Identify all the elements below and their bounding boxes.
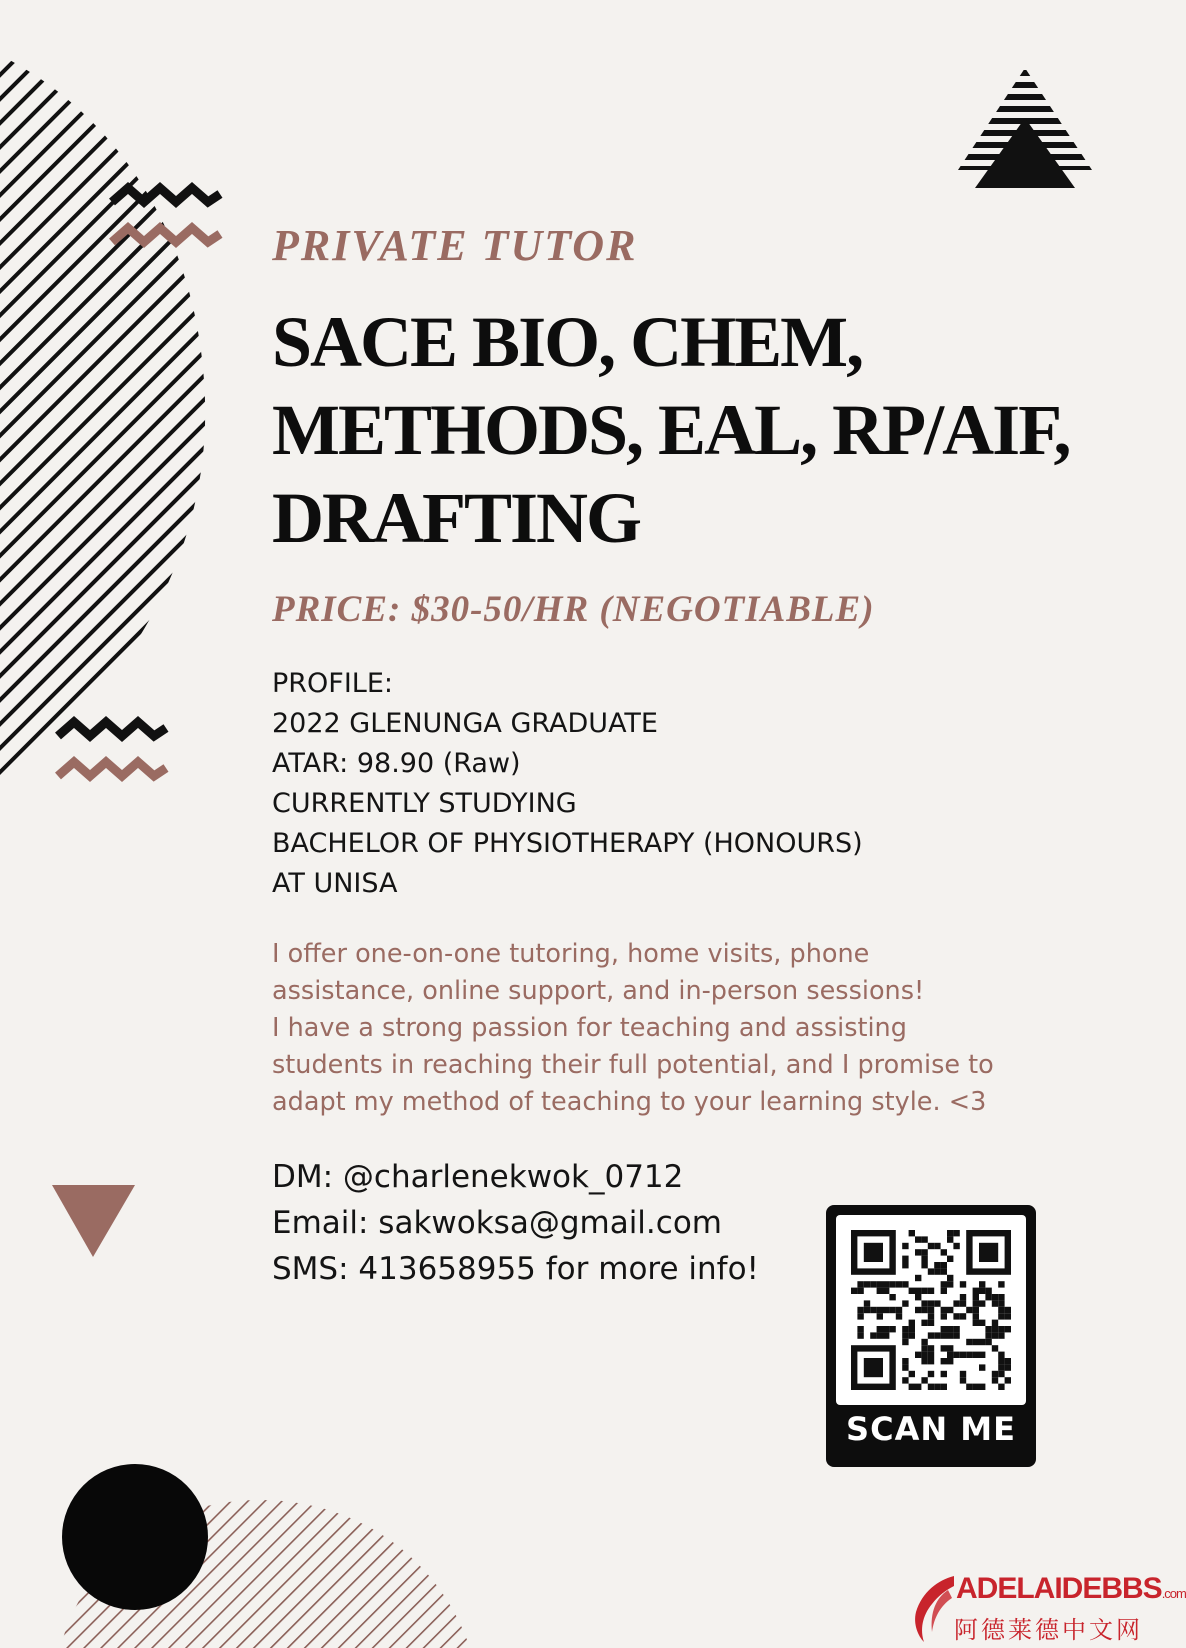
qr-module [896,1313,902,1319]
qr-module [889,1281,895,1287]
qr-module [889,1326,895,1332]
qr-module [870,1332,876,1338]
qr-module [934,1332,940,1338]
qr-module [915,1294,921,1300]
qr-module [973,1288,979,1294]
qr-module [947,1230,953,1236]
qr-module [877,1307,883,1313]
qr-module [947,1345,953,1351]
qr-module [985,1294,991,1300]
qr-module [902,1300,908,1306]
contact-block [272,1154,759,1292]
page-title [272,298,1132,562]
qr-module [857,1281,863,1287]
qr-module [928,1320,934,1326]
qr-module [966,1384,972,1390]
qr-module [998,1358,1004,1364]
qr-module [909,1371,915,1377]
qr-module [947,1332,953,1338]
profile-line: AT UNISA [272,868,398,899]
qr-module [992,1320,998,1326]
qr-module [864,1300,870,1306]
qr-module [883,1307,889,1313]
qr-module [909,1230,915,1236]
qr-module [960,1313,966,1319]
qr-module [960,1300,966,1306]
qr-module [985,1326,991,1332]
qr-module [851,1288,857,1294]
qr-module [992,1332,998,1338]
qr-module [928,1332,934,1338]
qr-module [998,1364,1004,1370]
logo-brand: ADELAIDE [956,1572,1102,1605]
qr-module [947,1256,953,1262]
qr-module [909,1320,915,1326]
page-title-line: DRAFTING [272,478,641,558]
qr-module [960,1377,966,1383]
qr-module [973,1339,979,1345]
qr-module [915,1352,921,1358]
qr-module [985,1339,991,1345]
qr-module [953,1332,959,1338]
price-heading: PRICE: $30-50/HR (NEGOTIABLE) [272,589,875,630]
qr-module [998,1384,1004,1390]
qr-module [953,1352,959,1358]
qr-module [1005,1358,1011,1364]
qr-module [883,1326,889,1332]
qr-module [973,1313,979,1319]
qr-module [973,1294,979,1300]
qr-module [902,1326,908,1332]
qr-module [928,1243,934,1249]
qr-module [979,1300,985,1306]
qr-module [941,1326,947,1332]
qr-module [902,1256,908,1262]
subtitle: PRIVATE TUTOR [272,221,638,270]
qr-module [992,1300,998,1306]
qr-code-icon [836,1215,1026,1405]
qr-module [889,1294,895,1300]
logo-swoosh-icon [908,1572,958,1644]
qr-module [947,1281,953,1287]
contact-sms[interactable]: SMS: 413658955 for more info! [272,1251,759,1287]
qr-finder-pattern [851,1230,896,1275]
qr-module [992,1371,998,1377]
profile-block [272,664,863,904]
qr-module [960,1371,966,1377]
qr-module [915,1275,921,1281]
logo-domain: .com [1161,1586,1186,1601]
qr-module [928,1288,934,1294]
qr-module [992,1377,998,1383]
qr-module [941,1307,947,1313]
qr-module [921,1249,927,1255]
qr-module [979,1320,985,1326]
qr-module [1005,1307,1011,1313]
qr-module [921,1236,927,1242]
qr-module [928,1358,934,1364]
qr-module [915,1236,921,1242]
qr-module [941,1332,947,1338]
qr-module [941,1249,947,1255]
qr-module [947,1307,953,1313]
qr-module [883,1281,889,1287]
qr-module [1005,1377,1011,1383]
black-circle-shape [62,1464,208,1610]
qr-module [947,1352,953,1358]
qr-module [921,1320,927,1326]
qr-module [979,1281,985,1287]
qr-module [985,1288,991,1294]
qr-module [902,1243,908,1249]
qr-module [877,1313,883,1319]
qr-module [941,1384,947,1390]
profile-line: 2022 GLENUNGA GRADUATE [272,708,658,739]
qr-module [902,1339,908,1345]
qr-module [921,1358,927,1364]
qr-module [1005,1364,1011,1370]
qr-module [921,1300,927,1306]
qr-module [928,1384,934,1390]
offer-line: students in reaching their full potential, and I promise to [272,1050,994,1080]
qr-module [973,1307,979,1313]
left-diagonal-stripes [0,40,230,800]
qr-module [998,1307,1004,1313]
qr-module [902,1262,908,1268]
offer-line: I offer one-on-one tutoring, home visits, phone [272,939,870,969]
qr-module [857,1307,863,1313]
qr-module [928,1313,934,1319]
qr-module [998,1313,1004,1319]
qr-module [953,1230,959,1236]
contact-email[interactable]: Email: sakwoksa@gmail.com [272,1205,722,1241]
qr-module [857,1332,863,1338]
offer-line: I have a strong passion for teaching and assisting [272,1013,907,1043]
qr-module [953,1313,959,1319]
offer-line: assistance, online support, and in-person sessions! [272,976,925,1006]
qr-module [998,1371,1004,1377]
page-title-line: METHODS, EAL, RP/AIF, [272,390,1070,470]
qr-module [992,1326,998,1332]
qr-module [947,1275,953,1281]
qr-module [909,1288,915,1294]
profile-line: CURRENTLY STUDYING [272,788,577,819]
qr-module [960,1294,966,1300]
qr-module [864,1307,870,1313]
qr-code-card[interactable] [826,1205,1036,1467]
qr-module [953,1326,959,1332]
qr-scan-label: SCAN ME [846,1410,1016,1448]
qr-module [883,1332,889,1338]
qr-module [928,1307,934,1313]
qr-module [896,1307,902,1313]
qr-module [902,1281,908,1287]
qr-module [915,1384,921,1390]
qr-module [921,1352,927,1358]
logo-chinese-text: 阿德莱德中文网 [954,1616,1143,1644]
qr-module [877,1281,883,1287]
qr-module [947,1326,953,1332]
offer-line: adapt my method of teaching to your learning style. <3 [272,1087,987,1117]
qr-module [857,1326,863,1332]
qr-module [998,1294,1004,1300]
qr-module [889,1307,895,1313]
logo-brand-suffix: BBS [1101,1572,1162,1605]
qr-module [902,1358,908,1364]
qr-module [877,1288,883,1294]
profile-line: BACHELOR OF PHYSIOTHERAPY (HONOURS) [272,828,863,859]
qr-module [973,1384,979,1390]
qr-module [966,1339,972,1345]
qr-module [921,1377,927,1383]
qr-module [883,1288,889,1294]
qr-module [870,1307,876,1313]
qr-module [941,1371,947,1377]
qr-module [941,1281,947,1287]
qr-module [909,1326,915,1332]
qr-module [947,1358,953,1364]
adelaidebbs-watermark-logo [908,1572,1186,1644]
qr-module [966,1352,972,1358]
qr-module [973,1352,979,1358]
middle-zigzag-pair [58,722,166,776]
qr-module [973,1300,979,1306]
qr-module [902,1332,908,1338]
qr-module [928,1300,934,1306]
qr-module [921,1339,927,1345]
logo-english-text [956,1572,1186,1606]
qr-module [934,1384,940,1390]
qr-module [953,1300,959,1306]
qr-module [941,1262,947,1268]
qr-module [934,1262,940,1268]
qr-module [934,1243,940,1249]
qr-module [928,1352,934,1358]
profile-line: PROFILE: [272,668,393,699]
qr-module [941,1268,947,1274]
qr-module [921,1288,927,1294]
qr-module [857,1288,863,1294]
qr-module [870,1281,876,1287]
brown-down-triangle-icon [52,1185,135,1257]
qr-module [979,1352,985,1358]
qr-module [915,1288,921,1294]
qr-module [921,1345,927,1351]
qr-module [979,1288,985,1294]
qr-module [998,1332,1004,1338]
qr-module [928,1345,934,1351]
qr-module [857,1313,863,1319]
qr-module [928,1268,934,1274]
contact-dm[interactable]: DM: @charlenekwok_0712 [272,1159,684,1195]
striped-triangle-icon [950,70,1100,188]
qr-module [941,1345,947,1351]
qr-module [915,1307,921,1313]
qr-module [966,1307,972,1313]
qr-module [998,1281,1004,1287]
qr-module [941,1358,947,1364]
qr-module [998,1326,1004,1332]
qr-module [973,1320,979,1326]
qr-finder-pattern [851,1345,896,1390]
qr-module [877,1326,883,1332]
qr-module [947,1236,953,1242]
qr-module [864,1281,870,1287]
qr-module [998,1300,1004,1306]
qr-module [960,1352,966,1358]
qr-module [934,1268,940,1274]
qr-code-graphic [836,1215,1026,1405]
qr-module [921,1256,927,1262]
qr-module [902,1364,908,1370]
qr-finder-pattern [966,1230,1011,1275]
qr-module [1005,1313,1011,1319]
qr-module [877,1332,883,1338]
qr-module [998,1352,1004,1358]
qr-module [909,1332,915,1338]
qr-module [902,1377,908,1383]
qr-module [1005,1326,1011,1332]
qr-module [985,1332,991,1338]
qr-module [941,1313,947,1319]
page-title-line: SACE BIO, CHEM, [272,302,863,382]
qr-module [896,1281,902,1287]
qr-module [921,1307,927,1313]
qr-module [934,1300,940,1306]
qr-module [992,1294,998,1300]
qr-module [928,1371,934,1377]
qr-module [979,1364,985,1370]
qr-module [979,1384,985,1390]
profile-line: ATAR: 98.90 (Raw) [272,748,521,779]
qr-module [979,1339,985,1345]
offer-paragraph [272,936,1092,1121]
qr-module [915,1249,921,1255]
qr-module [941,1288,947,1294]
qr-module [909,1384,915,1390]
qr-module [953,1243,959,1249]
qr-module [992,1345,998,1351]
qr-module [960,1281,966,1287]
qr-module [921,1262,927,1268]
